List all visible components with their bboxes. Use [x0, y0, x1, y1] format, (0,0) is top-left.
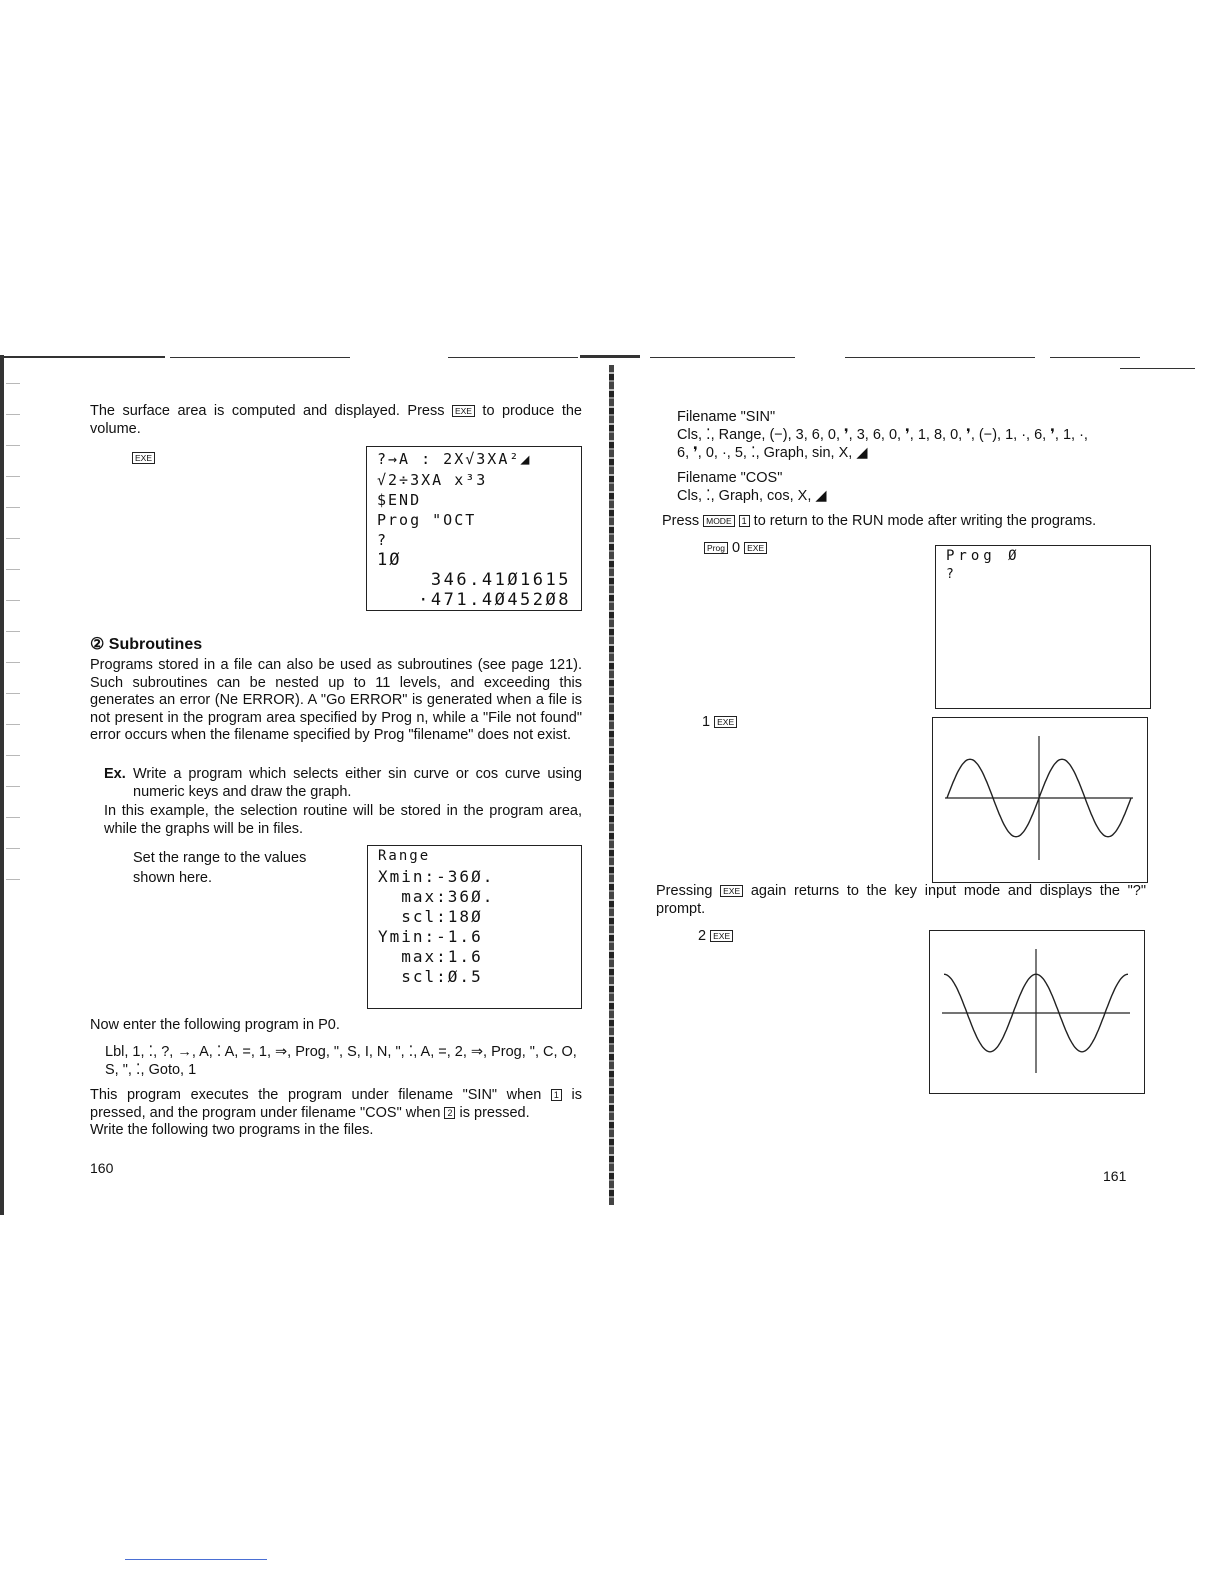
sin-graph-screen: [932, 717, 1148, 883]
screen-line: √2÷3XA x³3: [377, 471, 488, 489]
intro-paragraph: [90, 403, 582, 438]
range-line: scl:18Ø: [378, 907, 483, 926]
program-keys: Lbl, 1, ⁚, ?, →, A, ⁚ A, =, 1, ⇒, Prog, ", S, I, N, ", ⁚, A, =, 2, ⇒, Prog, ", C, O, S, ", ⁚, Goto, 1: [105, 1044, 577, 1078]
pressing-text: Pressing: [656, 883, 713, 899]
top-rule: [1050, 357, 1140, 358]
key-1: 1: [551, 1089, 562, 1101]
exe-key: EXE: [132, 452, 155, 464]
sin-keys-line-2: 6, ❜, 0, ·, 5, ⁚, Graph, sin, X, ◢: [677, 445, 868, 461]
section-body: Programs stored in a file can also be used as subroutines (see page 121). Such subroutines can be nested up to 11 levels, and exceeding this generates an error (Ne ERROR). A "Go ERROR" is generated when a file is not present in the program area specified by Prog n, while a "File not found" error occurs when the filename specified by Prog "filename" does not exist.: [90, 657, 582, 743]
key-1: 1: [739, 515, 750, 527]
top-rule: [845, 357, 1035, 358]
range-line: Xmin:-36Ø.: [378, 867, 495, 886]
page-number-left: 160: [90, 1160, 114, 1176]
section-title: ② Subroutines: [90, 636, 203, 653]
top-rule: [1120, 368, 1195, 369]
bottom-link-rule: [125, 1559, 267, 1560]
cos-graph: [930, 931, 1144, 1093]
pressing-text: again returns to the key input mode and displays the "?" prompt.: [656, 883, 1147, 917]
mode-key: MODE: [703, 515, 735, 527]
exe-key: EXE: [452, 405, 475, 417]
exe-key: EXE: [720, 885, 743, 897]
explain-last-line: Write the following two programs in the files.: [90, 1122, 374, 1138]
page-number-right: 161: [1103, 1168, 1127, 1184]
screen-line: ?→A : 2X√3XA²◢: [377, 450, 532, 468]
range-line: max:36Ø.: [378, 887, 495, 906]
press-mode-line: [662, 513, 1096, 531]
step-1-exe: [702, 714, 737, 732]
screen-line: 1Ø: [377, 550, 402, 570]
key-2: 2: [444, 1107, 455, 1119]
screen-line: Prog "OCT: [377, 511, 477, 529]
screen-line: ?: [377, 531, 389, 549]
range-line: Range: [378, 848, 431, 864]
book-spine: [609, 365, 614, 1205]
press-text: to return to the RUN mode after writing the programs.: [753, 513, 1097, 529]
range-line: Ymin:-1.6: [378, 927, 483, 946]
example-label: Ex.: [104, 766, 126, 782]
prog-key: Prog: [704, 542, 728, 554]
explain-text: is pressed.: [459, 1104, 530, 1121]
example-note: In this example, the selection routine will be stored in the program area, while the graphs will be in files.: [104, 803, 582, 837]
calculator-screen-1: [366, 446, 582, 611]
enter-program-text: Now enter the following program in P0.: [90, 1017, 340, 1033]
example-text: Write a program which selects either sin curve or cos curve using numeric keys and draw the graph.: [133, 766, 582, 800]
press-text: Press: [662, 513, 700, 529]
range-screen: [367, 845, 582, 1009]
screen-line: Prog Ø: [946, 548, 1021, 564]
intro-tail: to produce the volume.: [90, 403, 582, 437]
calculator-screen-prog: [935, 545, 1151, 709]
step-number: 0: [732, 540, 741, 556]
range-line: scl:Ø.5: [378, 967, 483, 986]
step-number: 2: [698, 928, 707, 944]
page-edge: [0, 355, 4, 1215]
exe-key: EXE: [744, 542, 767, 554]
top-rule: [170, 357, 350, 358]
screen-line: ?: [946, 567, 956, 582]
screen-result: 346.41Ø1615: [430, 570, 571, 590]
explain-paragraph: [90, 1087, 582, 1122]
range-note: Set the range to the values shown here.: [133, 850, 307, 886]
top-rule: [448, 357, 578, 358]
cos-title: Filename "COS": [677, 470, 783, 486]
pressing-paragraph: [656, 883, 1146, 918]
top-rule: [0, 356, 165, 358]
screen-result: ·471.4Ø452Ø8: [418, 590, 571, 610]
step-2-exe: [698, 928, 733, 946]
sin-keys-line-1: Cls, ⁚, Range, (−), 3, 6, 0, ❜, 3, 6, 0, ❜, 1, 8, 0, ❜, (−), 1, ·, 6, ❜, 1, ·,: [677, 427, 1088, 443]
exe-key: EXE: [710, 930, 733, 942]
top-rule: [580, 355, 640, 358]
range-line: max:1.6: [378, 947, 483, 966]
explain-text: This program executes the program under filename "SIN" when: [90, 1087, 542, 1103]
step-prog-0: [704, 540, 767, 558]
sin-title: Filename "SIN": [677, 409, 776, 425]
page-edge-shadow: [6, 365, 20, 885]
intro-text: The surface area is computed and displayed. Press: [90, 403, 445, 419]
top-rule: [650, 357, 795, 358]
explain-text: is pressed, and the program under filename "COS" when: [90, 1087, 582, 1121]
cos-graph-screen: [929, 930, 1145, 1094]
cos-keys: Cls, ⁚, Graph, cos, X, ◢: [677, 488, 827, 504]
exe-key: EXE: [714, 716, 737, 728]
step-exe: [132, 449, 155, 467]
screen-line: $END: [377, 491, 422, 509]
sin-graph: [933, 718, 1147, 882]
step-number: 1: [702, 714, 711, 730]
